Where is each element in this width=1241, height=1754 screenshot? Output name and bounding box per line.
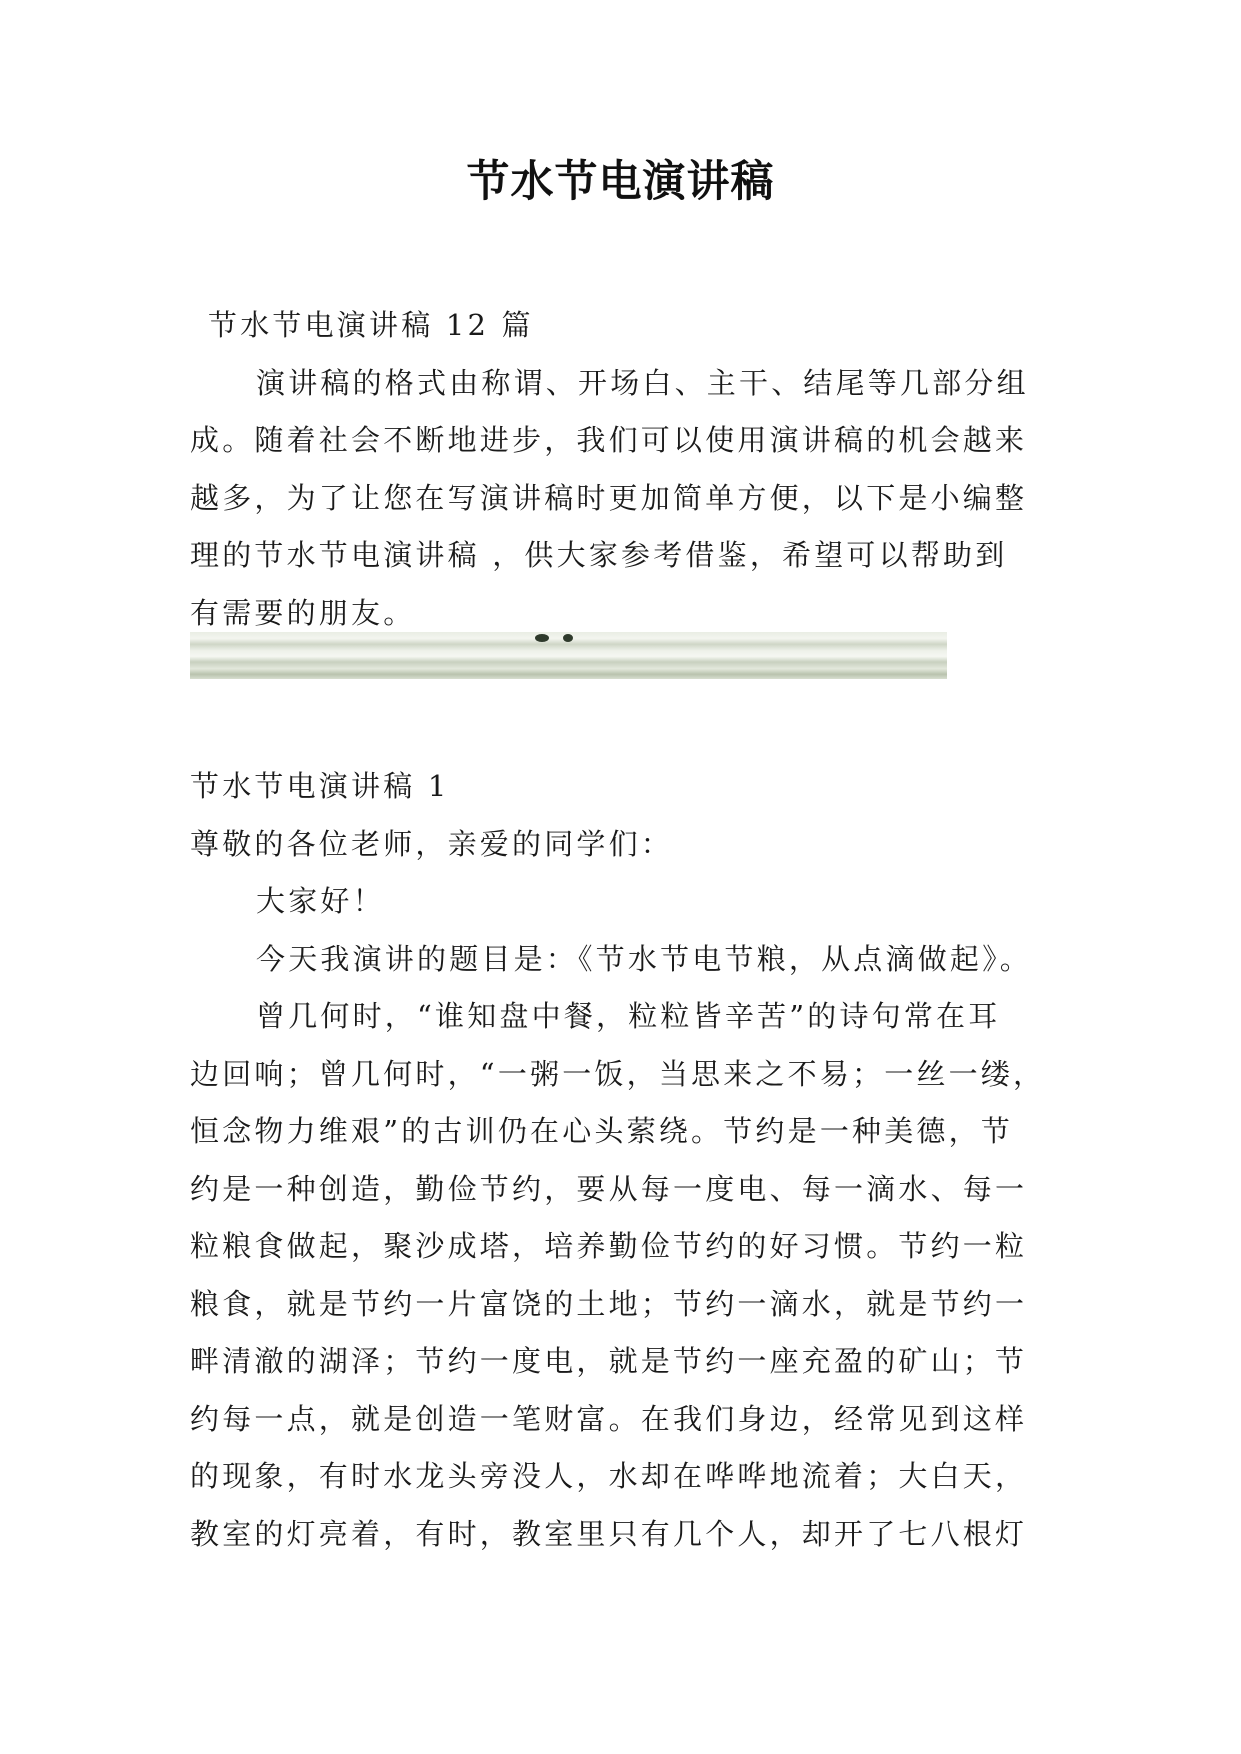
intro-line-1: 演讲稿的格式由称谓、开场白、主干、结尾等几部分组 <box>256 365 1029 400</box>
body-line-8: 约每一点，就是创造一笔财富。在我们身边，经常见到这样 <box>190 1401 1028 1436</box>
salutation: 尊敬的各位老师，亲爱的同学们： <box>190 826 674 861</box>
body-line-10: 教室的灯亮着，有时，教室里只有几个人，却开了七八根灯 <box>190 1516 1028 1551</box>
body-line-7: 畔清澈的湖泽；节约一度电，就是节约一座充盈的矿山；节 <box>190 1344 1028 1378</box>
speech-topic: 今天我演讲的题目是：《节水节电节粮，从点滴做起》。 <box>256 941 1033 976</box>
intro-line-5: 有需要的朋友。 <box>190 595 416 630</box>
body-line-6: 粮食，就是节约一片富饶的土地；节约一滴水，就是节约一 <box>190 1286 1028 1321</box>
intro-line-3: 越多，为了让您在写演讲稿时更加简单方便，以下是小编整 <box>190 480 1028 515</box>
section-1-heading: 节水节电演讲稿 1 <box>190 769 450 803</box>
section-1-block <box>190 758 1070 1563</box>
body-line-3: 恒念物力维艰”的古训仍在心头萦绕。节约是一种美德，节 <box>190 1114 1014 1148</box>
intro-line-4: 理的节水节电演讲稿 ，供大家参考借鉴，希望可以帮助到 <box>190 538 1008 572</box>
intro-block <box>190 297 1070 642</box>
body-line-5: 粒粮食做起，聚沙成塔，培养勤俭节约的好习惯。节约一粒 <box>190 1229 1028 1263</box>
decorative-image-strip <box>190 632 947 679</box>
image-mark <box>535 634 549 642</box>
body-line-9: 的现象，有时水龙头旁没人，水却在哗哗地流着；大白天， <box>190 1459 1028 1493</box>
intro-line-2: 成。随着社会不断地进步，我们可以使用演讲稿的机会越来 <box>190 423 1028 457</box>
body-line-4: 约是一种创造，勤俭节约，要从每一度电、每一滴水、每一 <box>190 1171 1028 1206</box>
greeting: 大家好！ <box>256 884 385 918</box>
document-title: 节水节电演讲稿 <box>466 157 775 207</box>
body-line-2: 边回响；曾几何时，“一粥一饭，当思来之不易；一丝一缕， <box>190 1056 1046 1091</box>
intro-subtitle: 节水节电演讲稿 12 篇 <box>208 308 534 342</box>
image-mark <box>563 634 573 642</box>
body-line-1: 曾几何时，“谁知盘中餐，粒粒皆辛苦”的诗句常在耳 <box>256 999 1001 1033</box>
